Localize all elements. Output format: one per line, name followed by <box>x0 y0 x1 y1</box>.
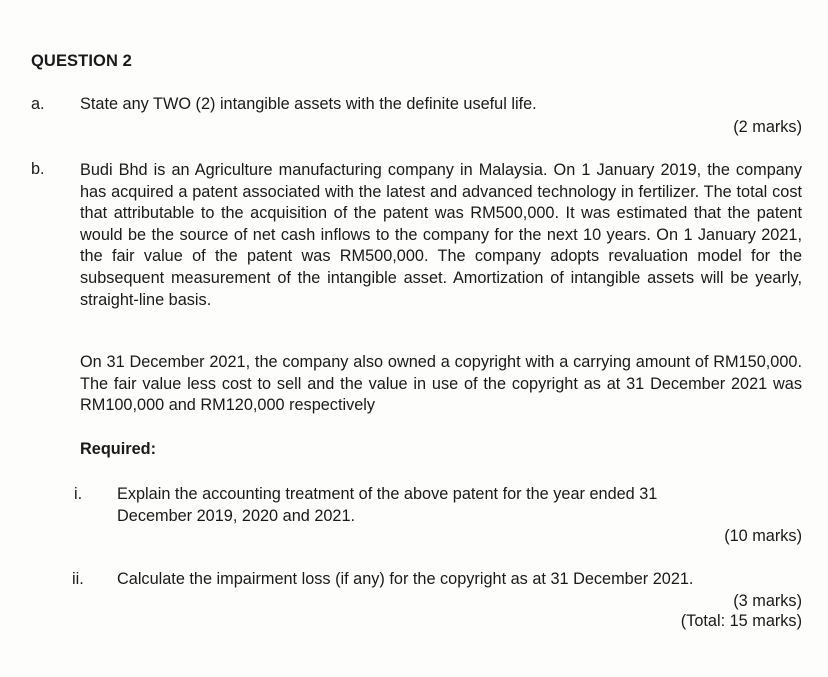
total-marks: (Total: 15 marks) <box>680 612 802 630</box>
part-b-paragraph-1: Budi Bhd is an Agriculture manufacturing company in Malaysia. On 1 January 2019, the company has acquired a patent associated with the latest and advanced technology in fertilizer. The total cost that attributable to the acquisition of the patent was RM500,000. It was estimated that the patent would be the source of net cash inflows to the company for the next 10 years. On 1 January 2021, the fair value of the patent was RM500,000. The company adopts revaluation model for the subsequent measurement of the intangible asset. Amortization of intangible assets will be yearly, straight-line basis. <box>80 161 802 309</box>
sub-ii-label: ii. <box>72 570 84 588</box>
sub-i-line-2: December 2019, 2020 and 2021. <box>117 507 356 525</box>
sub-ii-marks: (3 marks) <box>733 592 802 610</box>
required-label: Required: <box>80 440 156 458</box>
sub-i-label: i. <box>74 485 83 503</box>
part-a-marks: (2 marks) <box>733 118 802 136</box>
sub-i-marks: (10 marks) <box>724 527 802 545</box>
sub-ii-question: Calculate the impairment loss (if any) for the copyright as at 31 December 2021. <box>117 570 694 588</box>
part-a-label: a. <box>31 95 45 113</box>
part-b-paragraph-2: On 31 December 2021, the company also owned a copyright with a carrying amount of RM150,000. The fair value less cost to sell and the value in use of the copyright as at 31 December 2021 was RM100,000 and RM120,000 respectively <box>80 353 802 415</box>
part-a-question: State any TWO (2) intangible assets with the definite useful life. <box>80 95 537 113</box>
part-b-label: b. <box>31 160 45 178</box>
question-heading: QUESTION 2 <box>31 52 132 70</box>
sub-i-line-1: Explain the accounting treatment of the above patent for the year ended 31 <box>117 485 658 503</box>
